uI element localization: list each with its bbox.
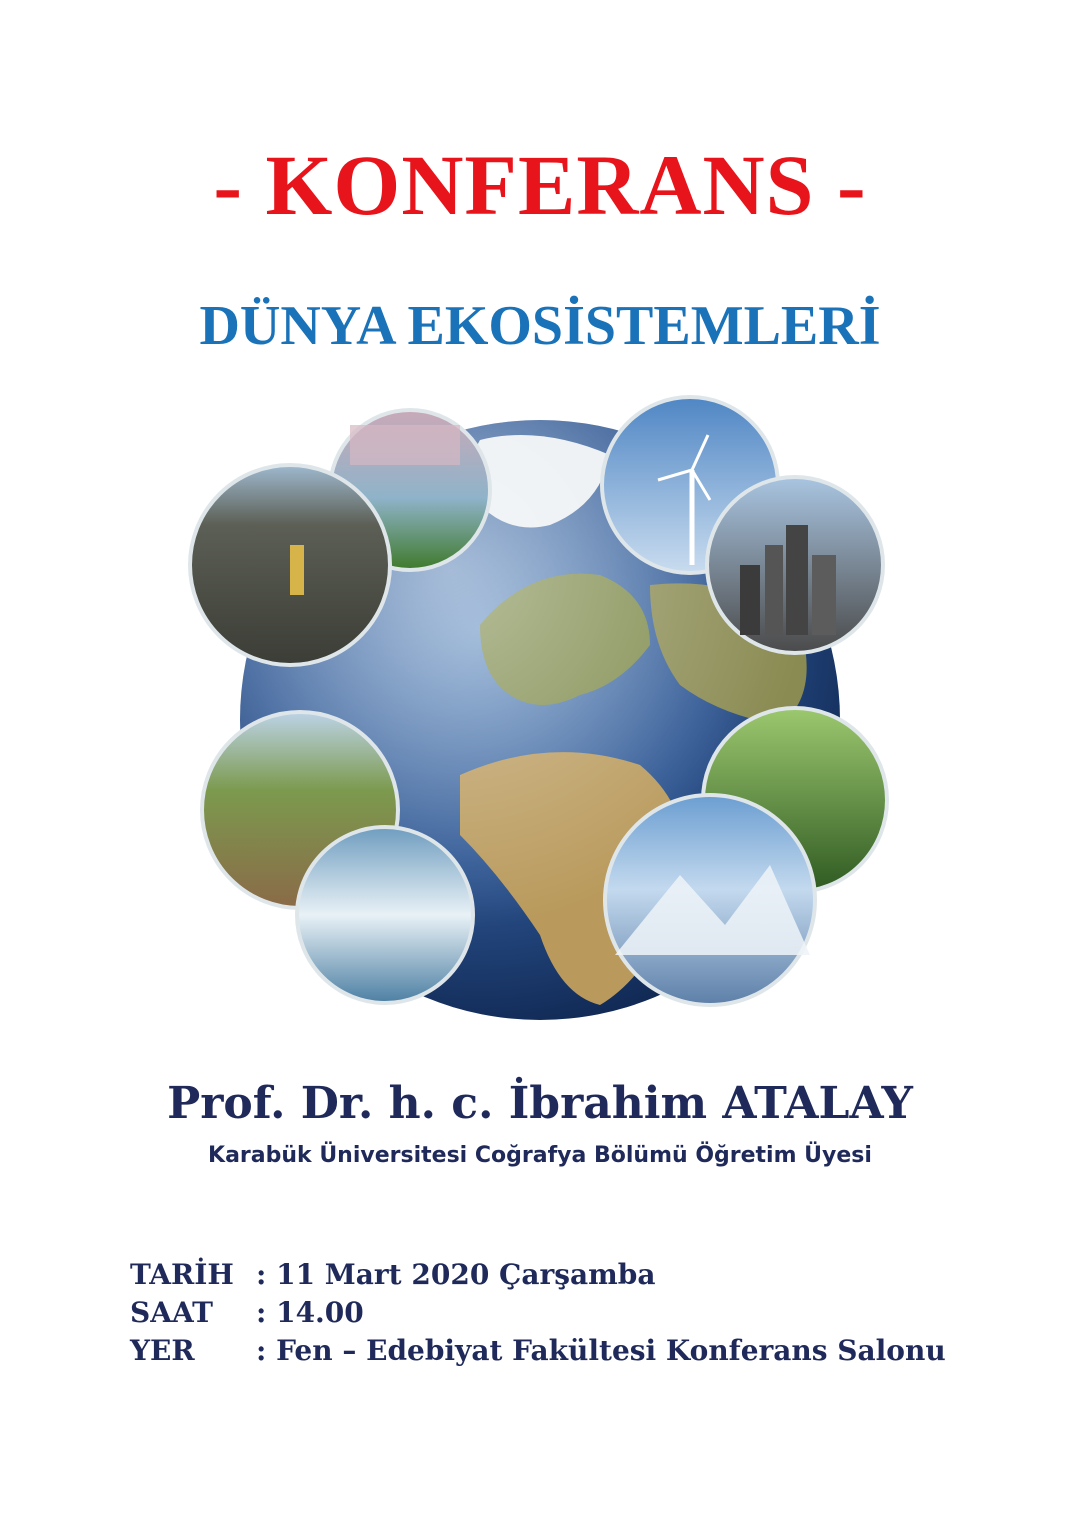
detail-row-time [130,1293,946,1331]
detail-label: SAAT [130,1295,213,1329]
detail-value: : Fen – Edebiyat Fakültesi Konferans Salonu [256,1333,946,1367]
detail-value: : 14.00 [256,1295,364,1329]
detail-value: : 11 Mart 2020 Çarşamba [256,1257,656,1291]
detail-label: YER [130,1333,195,1367]
event-details [130,1255,946,1369]
speaker-affiliation: Karabük Üniversitesi Coğrafya Bölümü Öğretim Üyesi [208,1143,872,1168]
photo-city-skyline-circle [707,477,883,653]
photo-ocean-wave-circle [297,827,473,1003]
photo-mountains-circle [605,795,815,1005]
globe-collage-illustration [180,395,900,1025]
detail-row-place [130,1331,946,1369]
poster-subtitle: DÜNYA EKOSİSTEMLERİ [199,295,881,357]
photo-rocky-coast-circle [190,465,390,665]
speaker-name: Prof. Dr. h. c. İbrahim ATALAY [167,1078,913,1129]
detail-row-date [130,1255,946,1293]
poster-title: - KONFERANS - [213,137,867,233]
detail-label: TARİH [130,1257,234,1291]
